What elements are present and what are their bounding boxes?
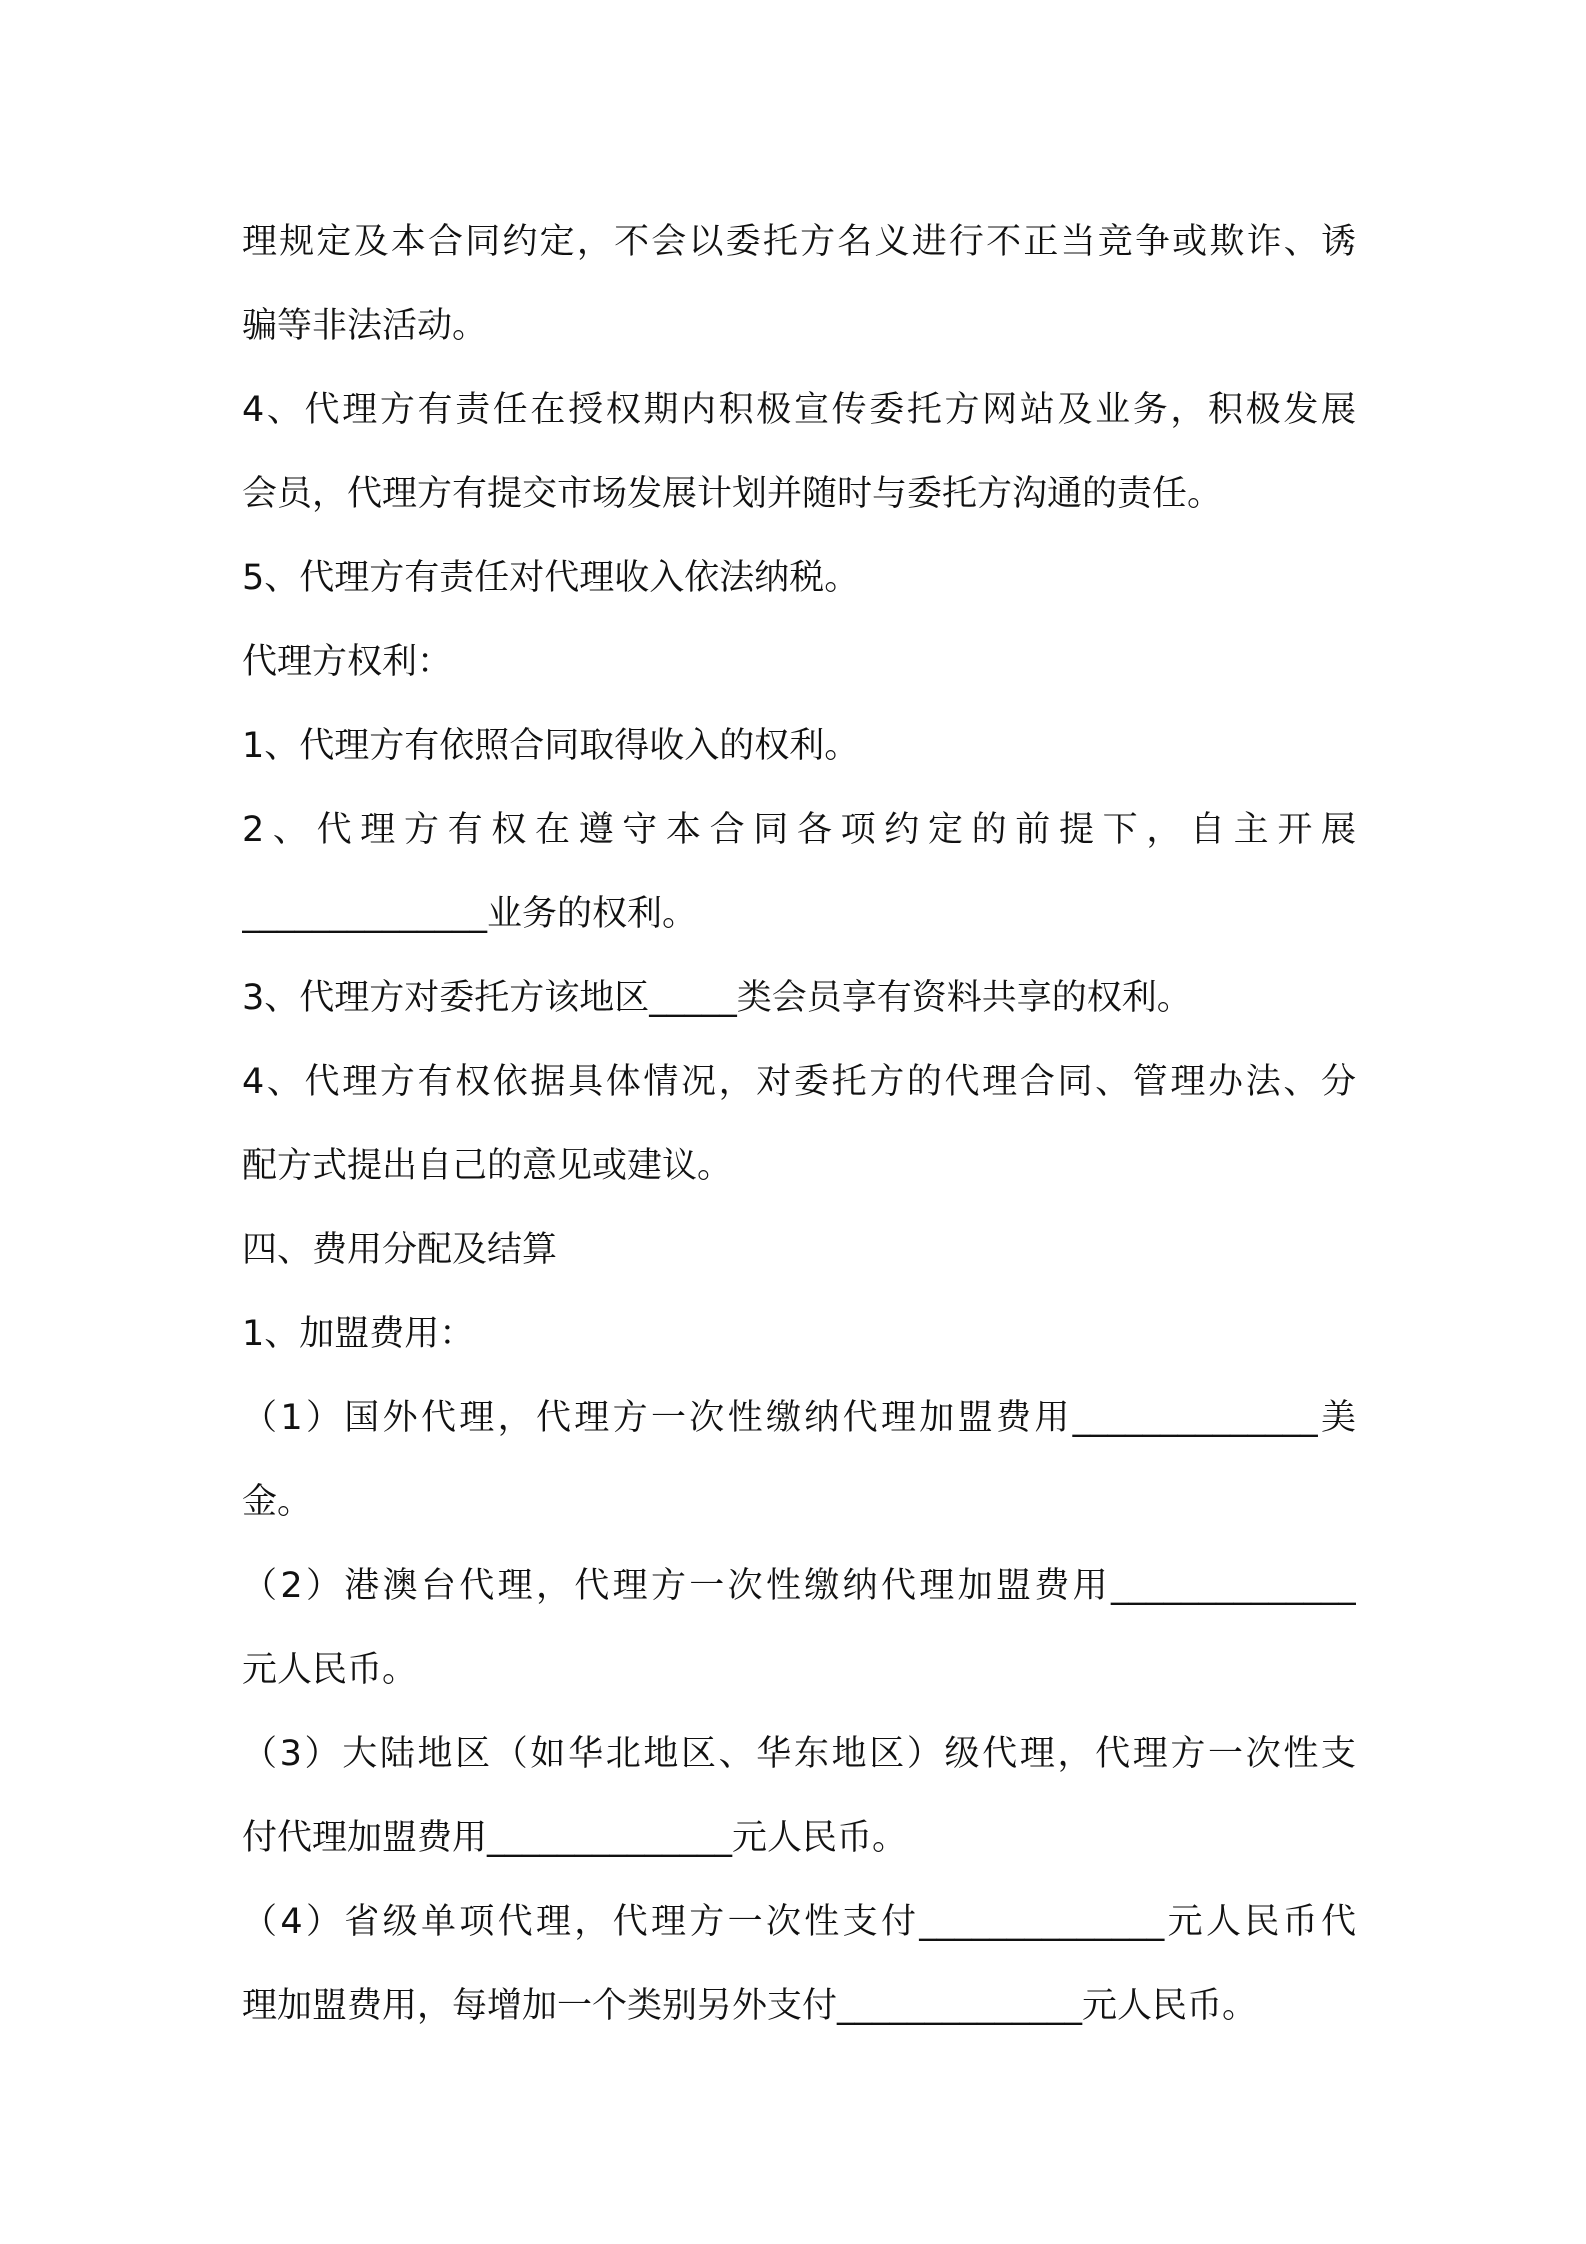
- paragraph-line: （3）大陆地区（如华北地区、华东地区）级代理，代理方一次性支: [242, 1734, 1356, 1774]
- subsection-heading: 1、加盟费用：: [242, 1314, 475, 1354]
- paragraph-line: 配方式提出自己的意见或建议。: [242, 1146, 733, 1186]
- paragraph-line: 3、代理方对委托方该地区_____类会员享有资料共享的权利。: [242, 978, 1192, 1018]
- paragraph-line: （4）省级单项代理，代理方一次性支付______________元人民币代: [242, 1902, 1356, 1942]
- paragraph-line: 金。: [242, 1482, 313, 1522]
- paragraph-line: 骗等非法活动。: [242, 306, 488, 346]
- paragraph-line: 5、代理方有责任对代理收入依法纳税。: [242, 558, 860, 598]
- paragraph-line: 2、代理方有权在遵守本合同各项约定的前提下，自主开展: [242, 810, 1356, 850]
- paragraph-line: 1、代理方有依照合同取得收入的权利。: [242, 726, 860, 766]
- section-heading: 四、费用分配及结算: [242, 1230, 558, 1270]
- paragraph-line: （2）港澳台代理，代理方一次性缴纳代理加盟费用______________: [242, 1566, 1356, 1606]
- section-heading: 代理方权利：: [242, 642, 453, 682]
- paragraph-line: 理规定及本合同约定，不会以委托方名义进行不正当竞争或欺诈、诱: [242, 222, 1356, 262]
- paragraph-line: 4、代理方有权依据具体情况，对委托方的代理合同、管理办法、分: [242, 1062, 1356, 1102]
- paragraph-line: 理加盟费用，每增加一个类别另外支付______________元人民币。: [242, 1986, 1258, 2026]
- paragraph-line: 4、代理方有责任在授权期内积极宣传委托方网站及业务，积极发展: [242, 390, 1356, 430]
- document-body: [242, 200, 1356, 2048]
- paragraph-line: 会员，代理方有提交市场发展计划并随时与委托方沟通的责任。: [242, 474, 1223, 514]
- paragraph-line: 元人民币。: [242, 1650, 418, 1690]
- paragraph-line: 付代理加盟费用______________元人民币。: [242, 1818, 908, 1858]
- paragraph-line: ______________业务的权利。: [242, 894, 698, 934]
- paragraph-line: （1）国外代理，代理方一次性缴纳代理加盟费用______________美: [242, 1398, 1356, 1438]
